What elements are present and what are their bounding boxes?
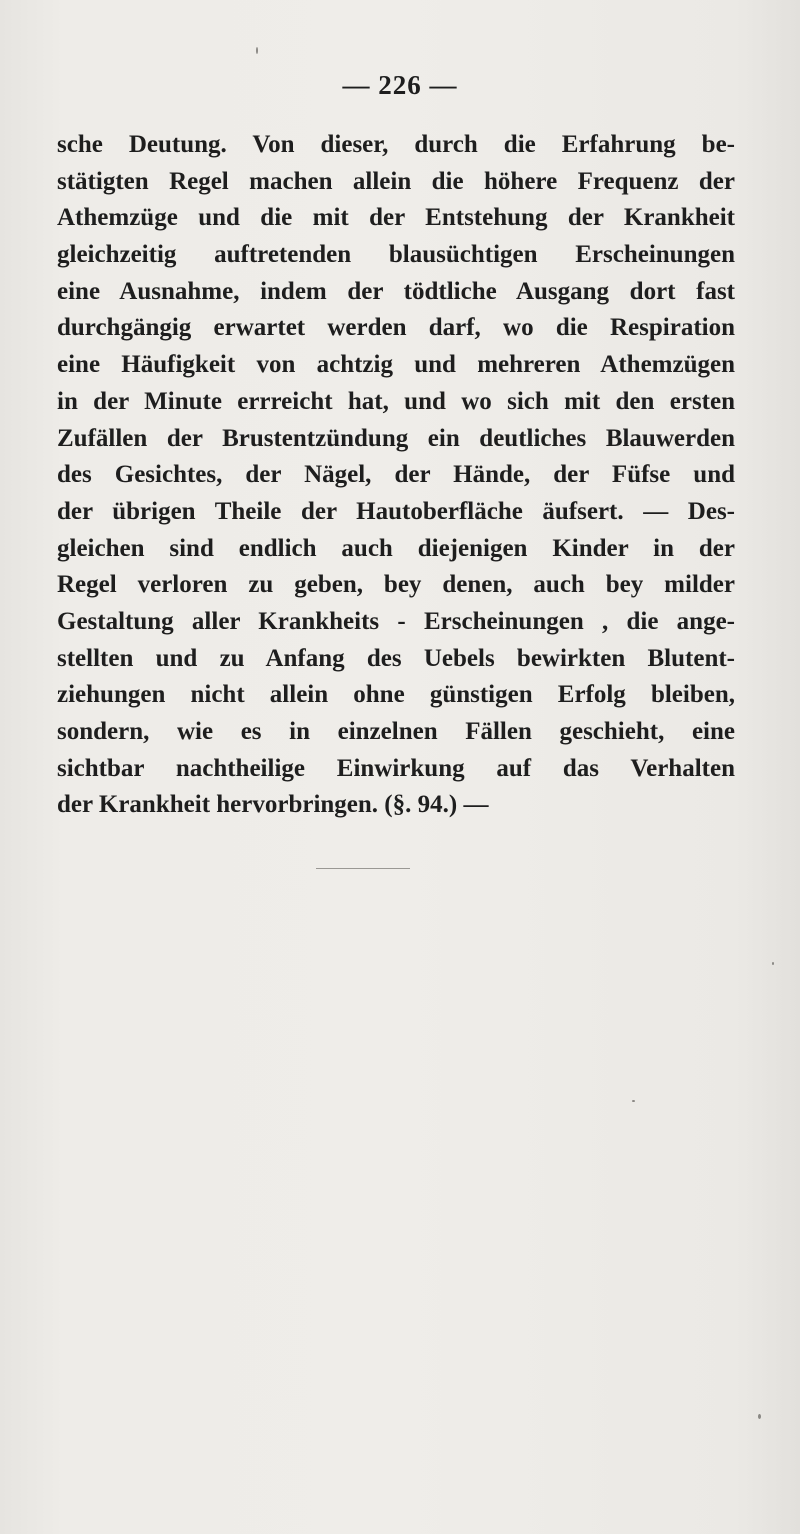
text-line: des Gesichtes, der Nägel, der Hände, der Füfse und: [57, 461, 735, 489]
text-line: sondern, wie es in einzelnen Fällen geschieht, eine: [57, 718, 735, 745]
text-line: Gestaltung aller Krankheits - Erscheinungen , die ange-: [57, 607, 735, 635]
paper-speck: [256, 47, 258, 54]
text-line: Regel verloren zu geben, bey denen, auch bey milder: [57, 571, 735, 599]
page-number: — 226 —: [342, 70, 458, 100]
text-line: ziehungen nicht allein ohne günstigen Erfolg bleiben,: [57, 681, 735, 709]
text-line: durchgängig erwartet werden darf, wo die Respiration: [57, 314, 735, 342]
text-line: eine Häufigkeit von achtzig und mehreren Athemzügen: [57, 351, 735, 379]
text-line: sche Deutung. Von dieser, durch die Erfahrung be-: [57, 131, 735, 158]
text-line: stätigten Regel machen allein die höhere Frequenz der: [57, 167, 735, 195]
text-line-last: der Krankheit hervorbringen. (§. 94.) —: [57, 791, 489, 819]
text-line: Athemzüge und die mit der Entstehung der Krankheit: [57, 204, 735, 232]
text-line: eine Ausnahme, indem der tödtliche Ausgang dort fast: [57, 277, 735, 305]
text-line: sichtbar nachtheilige Einwirkung auf das Verhalten: [57, 754, 735, 782]
text-line: der übrigen Theile der Hautoberfläche äufsert. — Des-: [57, 497, 735, 525]
paper-speck: [758, 1414, 761, 1419]
text-line: in der Minute errreicht hat, und wo sich mit den ersten: [57, 387, 735, 415]
paper-speck: [772, 962, 774, 965]
paper-speck: [632, 1100, 635, 1102]
faint-divider: [316, 868, 410, 869]
text-line: Zufällen der Brustentzündung ein deutliches Blauwerden: [57, 424, 735, 452]
text-line: gleichen sind endlich auch diejenigen Kinder in der: [57, 534, 735, 562]
text-line: gleichzeitig auftretenden blausüchtigen Erscheinungen: [57, 241, 735, 269]
body-text: [57, 127, 735, 824]
text-line: stellten und zu Anfang des Uebels bewirkten Blutent-: [57, 644, 735, 672]
